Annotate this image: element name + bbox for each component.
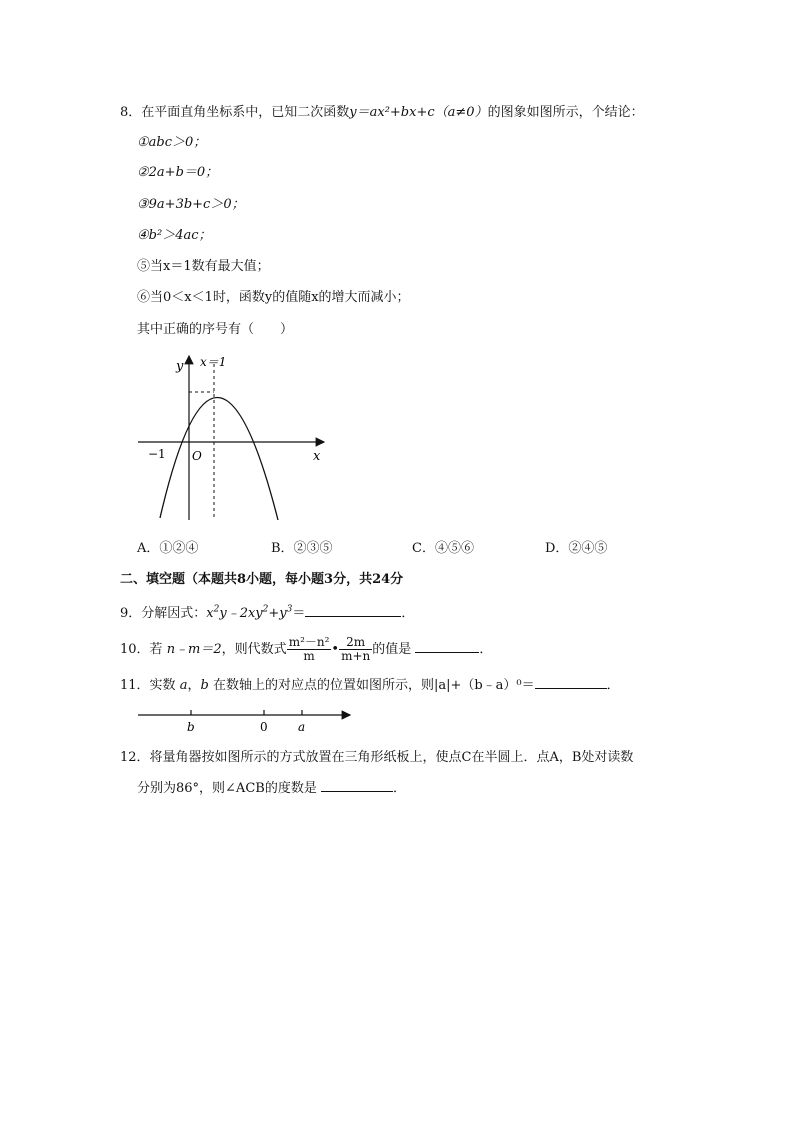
q10-fraction-2-num: 2m [339, 636, 372, 650]
q10-fraction-2-den: m+n [341, 649, 371, 663]
symmetry-axis-label: x＝1 [200, 355, 227, 369]
q8-prompt: 其中正确的序号有（ ） [137, 322, 294, 337]
q10-text-a: 10．若 [120, 642, 163, 657]
q8-item-3: ③9a+3b+c＞0； [137, 197, 245, 212]
q9-text-a: 9．分解因式： [120, 606, 207, 621]
parabola-curve [160, 397, 278, 520]
q9-text-b: ＝ [292, 606, 306, 621]
q9-text-c: ． [401, 606, 415, 621]
q8-stem-a: 8．在平面直角坐标系中，已知二次函数 [120, 105, 350, 120]
q8-stem-b: 的图象如图所示，个结论： [487, 105, 644, 120]
q10-text-e: ． [479, 642, 493, 657]
q10-answer-blank[interactable] [415, 640, 479, 653]
q12-line-2-b: ． [392, 781, 406, 796]
q11-comma: ， [187, 678, 201, 693]
label-b: b [187, 720, 195, 734]
q11-var-b: b [200, 678, 209, 693]
q9-answer-blank[interactable] [305, 604, 401, 617]
q10-fraction-1 [287, 636, 332, 663]
q11-var-a: a [179, 678, 188, 693]
q10-text-c: ，则代数式 [221, 642, 287, 657]
q12-line-2-a: 分别为86°，则∠ACB的度数是 [137, 781, 317, 796]
y-axis-label: y [176, 359, 184, 374]
q8-function: y＝ax²+bx+c（a≠0） [349, 105, 488, 120]
q8-item-6: ⑥当0＜x＜1时，函数y的值随x的增大而减小； [137, 290, 410, 305]
q8-option-b[interactable]: B．②③⑤ [271, 541, 333, 556]
q10-fraction-1-den: m [303, 649, 315, 663]
q10-dot: • [331, 642, 340, 657]
neg-one-label: −1 [148, 447, 166, 461]
q8-item-1: ①abc＞0； [137, 135, 207, 150]
q11-answer-blank[interactable] [535, 676, 607, 689]
q8-option-a[interactable]: A．①②④ [137, 541, 199, 556]
q10-condition: n﹣m＝2 [166, 642, 222, 657]
q8-item-5: ⑤当x＝1数有最大值； [137, 259, 270, 274]
q11 [120, 676, 620, 695]
q12-answer-blank[interactable] [321, 779, 393, 792]
q11-number-line [134, 705, 358, 735]
q11-text-b: 在数轴上的对应点的位置如图所示，则|a|+（b﹣a）⁰＝ [212, 678, 535, 693]
q8-stem [120, 104, 644, 122]
q10 [120, 636, 492, 663]
section-2-title: 二、填空题（本题共8小题，每小题3分，共24分 [120, 572, 404, 587]
q10-fraction-1-num: m²－n² [288, 635, 330, 649]
x-axis-label: x [313, 449, 321, 464]
q11-text-c: ． [606, 678, 620, 693]
q8-item-2: ②2a+b＝0； [137, 165, 219, 180]
q8-option-c[interactable]: C．④⑤⑥ [412, 541, 474, 556]
origin-label: O [192, 449, 202, 463]
q9-expression: $x^2y﹣2xy^2+y^3$ [206, 604, 293, 621]
q9 [120, 604, 414, 623]
q11-text-a: 11．实数 [120, 678, 176, 693]
q12-line-2 [137, 779, 406, 798]
q8-parabola-graph [130, 348, 340, 528]
label-zero: 0 [260, 720, 268, 734]
q10-fraction-2 [339, 636, 372, 663]
q12-line-1: 12．将量角器按如图所示的方式放置在三角形纸板上，使点C在半圆上．点A，B处对读数 [120, 750, 634, 765]
q10-text-d: 的值是 [372, 642, 412, 657]
q8-item-4: ④b²＞4ac； [137, 228, 212, 243]
label-a: a [298, 720, 306, 734]
q8-option-d[interactable]: D．②④⑤ [545, 541, 608, 556]
